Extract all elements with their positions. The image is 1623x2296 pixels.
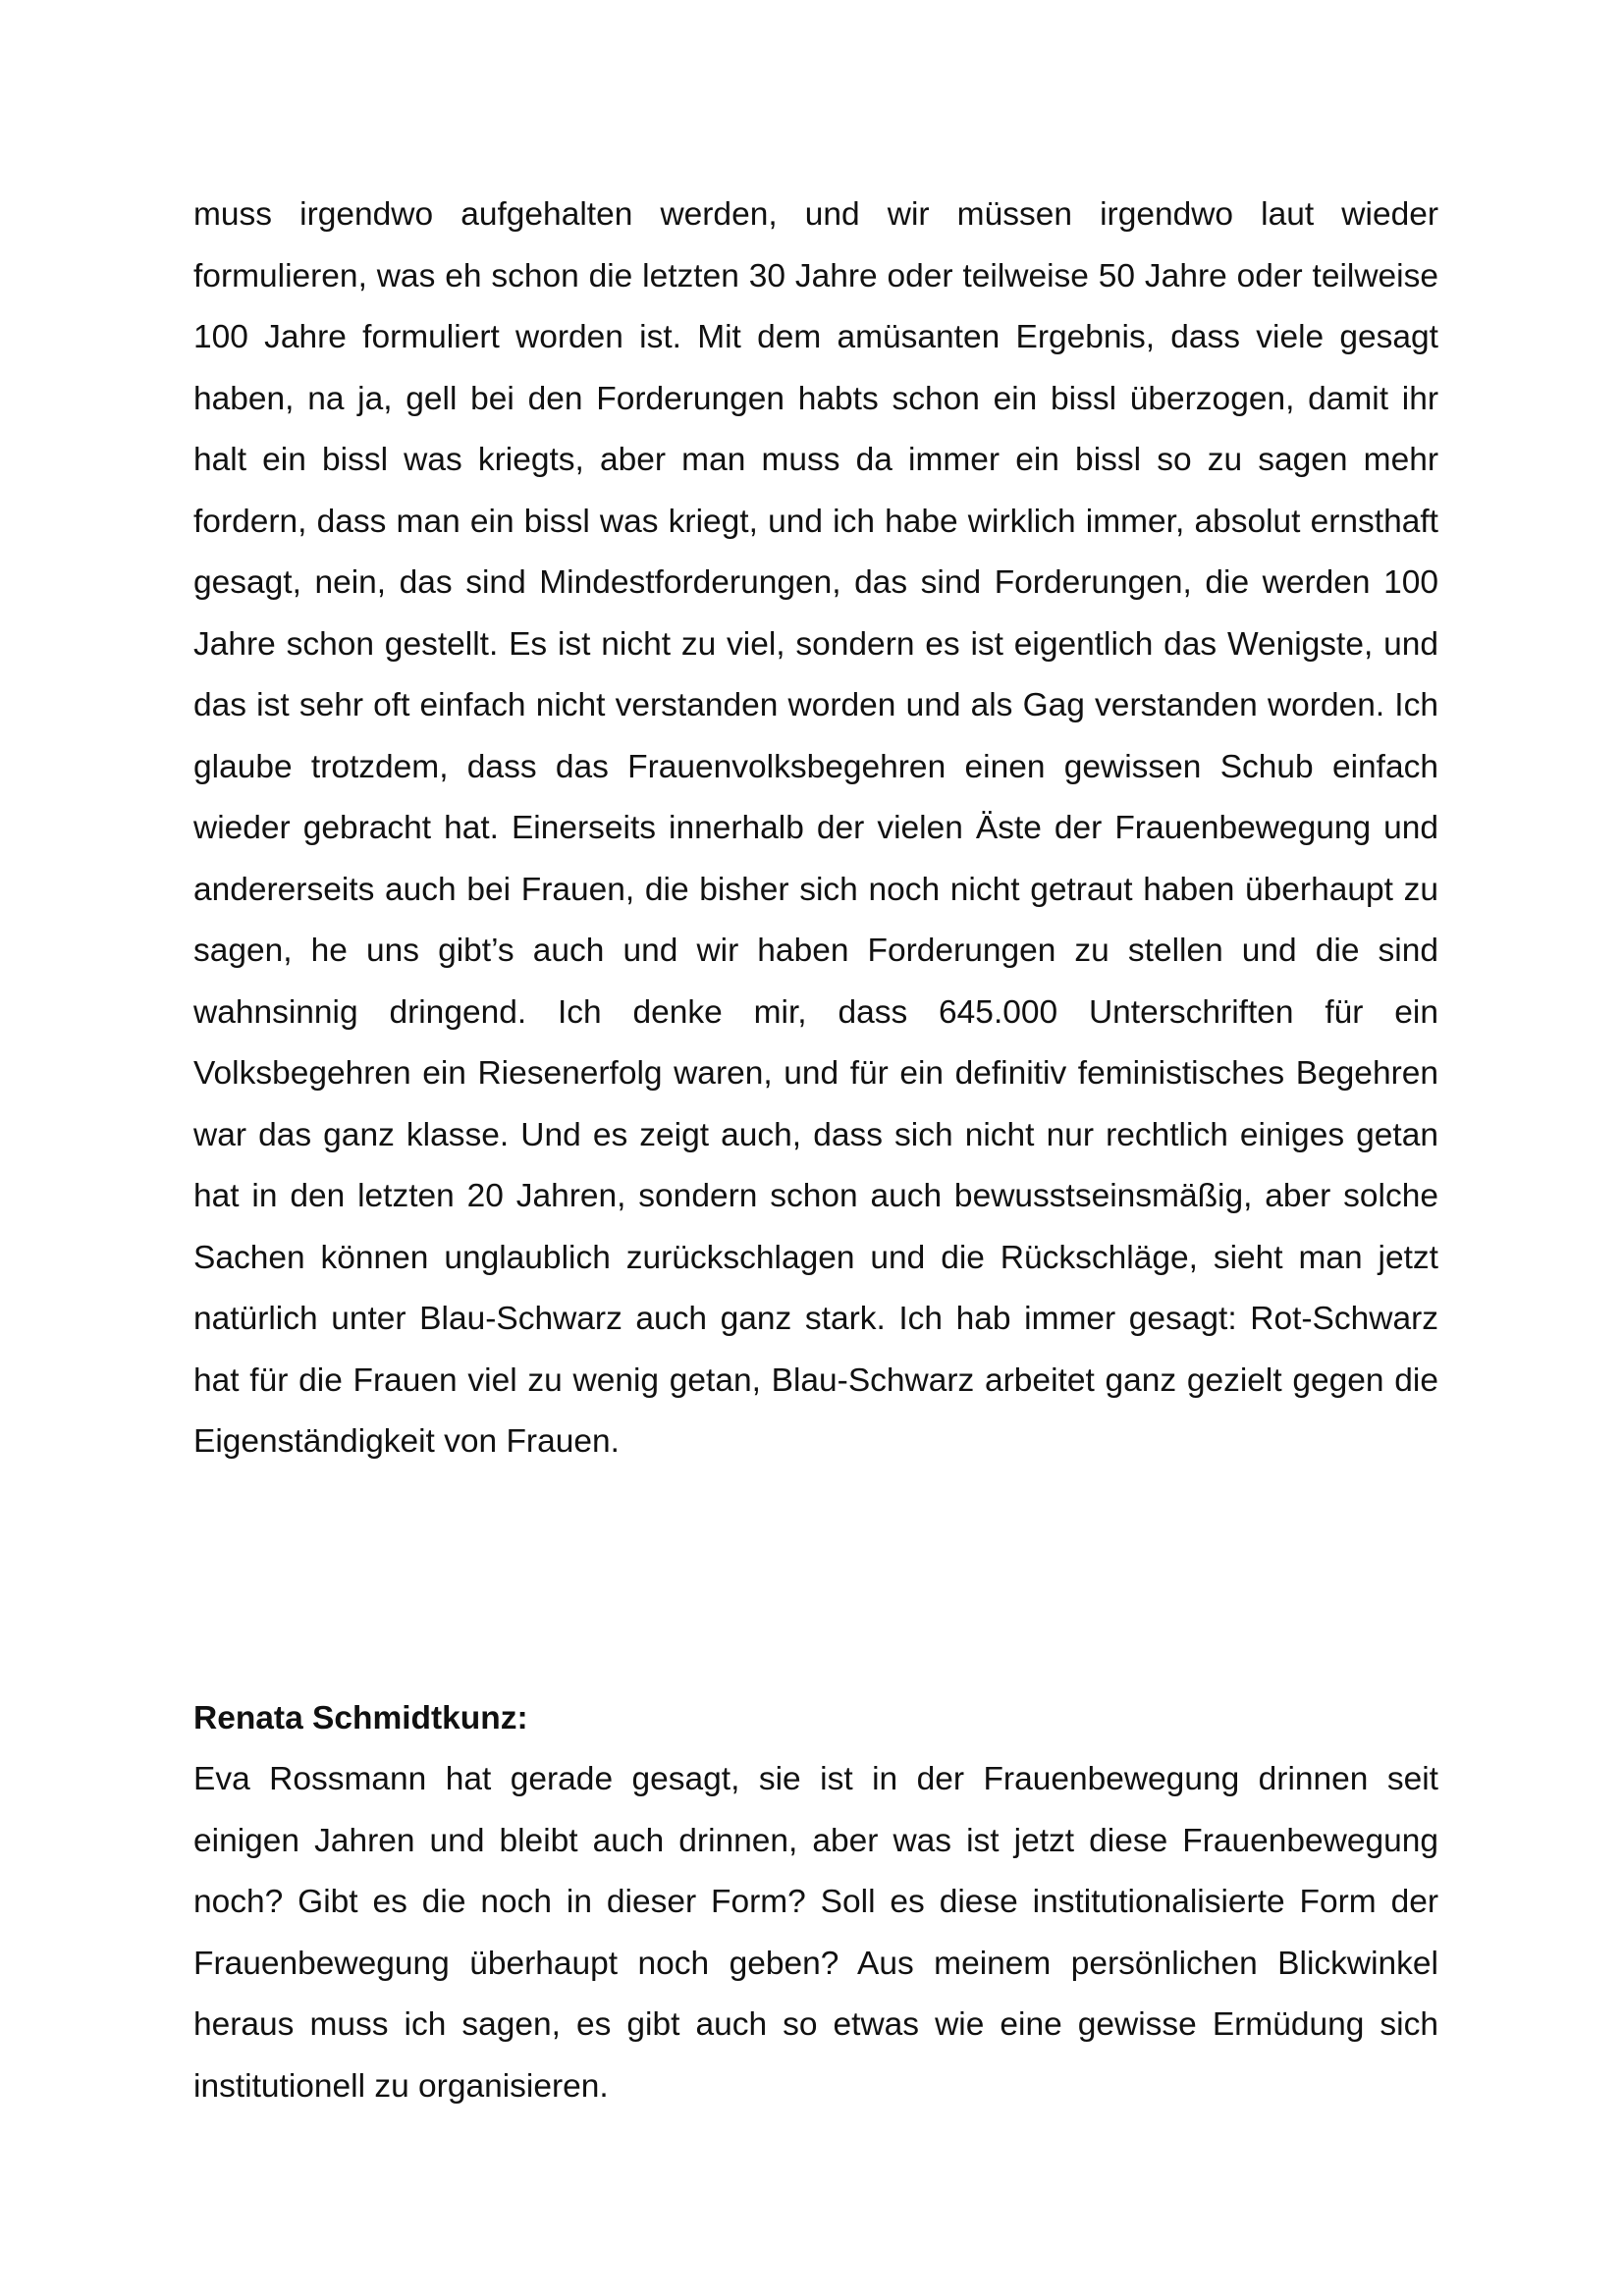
speaker-name: Renata Schmidtkunz: [193, 1700, 528, 1736]
body-paragraph: muss irgendwo aufgehalten werden, und wir müssen irgendwo laut wieder formulieren, was eh schon die letzten 30 Jahre oder teilweise 50 Jahre oder teilweise 100 Jahre formuliert worden ist. Mit dem amüsanten Ergebnis, dass viele gesagt haben, na ja, gell bei den Forderungen habts schon ein bissl überzogen, damit ihr halt ein bissl was kriegts, aber man muss da immer ein bissl so zu sagen mehr fordern, dass man ein bissl was kriegt, und ich habe wirklich immer, absolut ernsthaft gesagt, nein, das sind Mindestforderungen, das sind Forderungen, die werden 100 Jahre schon gestellt. Es ist nicht zu viel, sondern es ist eigentlich das Wenigste, und das ist sehr oft einfach nicht verstanden worden und als Gag verstanden worden. Ich glaube trotzdem, dass das Frauenvolksbegehren einen gewissen Schub einfach wieder gebracht hat. Einerseits innerhalb der vielen Äste der Frauenbewegung und andererseits auch bei Frauen, die bisher sich noch nicht getraut haben überhaupt zu sagen, he uns gibt’s auch und wir haben Forderungen zu stellen und die sind wahnsinnig dringend. Ich denke mir, dass 645.000 Unterschriften für ein Volksbegehren ein Riesenerfolg waren, und für ein definitiv feministisches Begehren war das ganz klasse. Und es zeigt auch, dass sich nicht nur rechtlich einiges getan hat in den letzten 20 Jahren, sondern schon auch bewusstseinsmäßig, aber solche Sachen können unglaublich zurückschlagen und die Rückschläge, sieht man jetzt natürlich unter Blau-Schwarz auch ganz stark. Ich hab immer gesagt: Rot-Schwarz hat für die Frauen viel zu wenig getan, Blau-Schwarz arbeitet ganz gezielt gegen die Eigenständigkeit von Frauen. [193, 196, 1438, 1460]
speaker-paragraph: Eva Rossmann hat gerade gesagt, sie ist in der Frauenbewegung drinnen seit einigen Jahren und bleibt auch drinnen, aber was ist jetzt diese Frauenbewegung noch? Gibt es die noch in dieser Form? Soll es diese institutionalisierte Form der Frauenbewegung überhaupt noch geben? Aus meinem persönlichen Blickwinkel heraus muss ich sagen, es gibt auch so etwas wie eine gewisse Ermüdung sich institutionell zu organisieren. [193, 1761, 1438, 2105]
